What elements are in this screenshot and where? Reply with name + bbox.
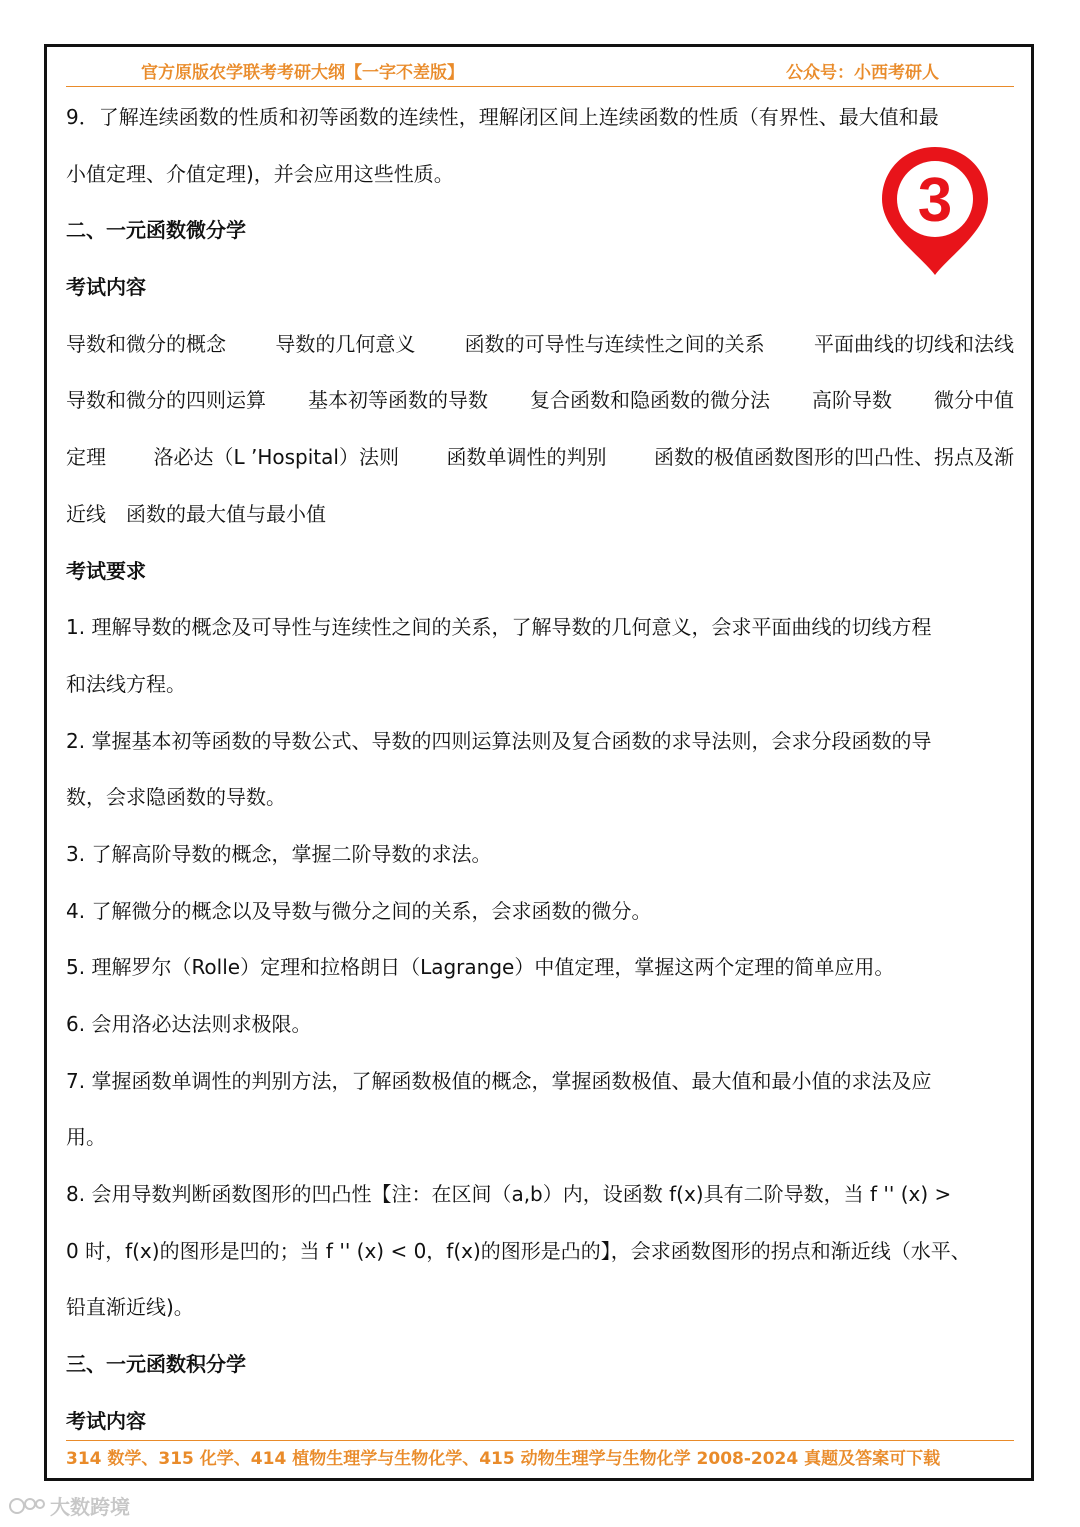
text-line [66, 939, 1014, 996]
document-body [66, 89, 1014, 1450]
text-line [66, 372, 1014, 429]
text-segment: 函数的可导性与连续性之间的关系 [464, 331, 765, 356]
text-segment: 洛必达（L ’Hospital）法则 [153, 445, 399, 470]
text-segment: 5. 理解罗尔（Rolle）定理和拉格朗日（Lagrange）中值定理，掌握这两个定理的简单应用。 [66, 955, 895, 980]
section-heading [66, 259, 1014, 316]
text-segment: 高阶导数 [812, 388, 892, 413]
text-segment: 函数单调性的判别 [446, 445, 607, 470]
text-segment: 数，会求隐函数的导数。 [66, 785, 286, 810]
text-line [66, 656, 1014, 713]
text-segment: 考试内容 [66, 1408, 146, 1433]
text-segment: 7. 掌握函数单调性的判别方法，了解函数极值的概念，掌握函数极值、最大值和最小值的求法及应 [66, 1068, 932, 1093]
text-segment: 二、一元函数微分学 [66, 218, 246, 243]
text-line [66, 769, 1014, 826]
text-segment: 8. 会用导数判断函数图形的凹凸性【注：在区间（a,b）内，设函数 f(x)具有二阶导数，当 f '' (x) > [66, 1182, 952, 1207]
section-heading [66, 1336, 1014, 1393]
text-line [66, 1109, 1014, 1166]
text-segment: 微分中值 [934, 388, 1014, 413]
badge-number: 3 [917, 166, 953, 235]
text-line [66, 1223, 1014, 1280]
text-line [66, 996, 1014, 1053]
text-line [66, 146, 1014, 203]
text-line [66, 316, 1014, 373]
text-segment: 近线 函数的最大值与最小值 [66, 501, 326, 526]
text-segment: 0 时，f(x)的图形是凹的；当 f '' (x) < 0，f(x)的图形是凸的】，会求函数图形的拐点和渐近线（水平、 [66, 1238, 971, 1263]
text-line [66, 429, 1014, 486]
section-heading [66, 543, 1014, 600]
text-segment: 函数的极值函数图形的凹凸性、拐点及渐 [653, 445, 1014, 470]
text-segment: 9．了解连续函数的性质和初等函数的连续性，理解闭区间上连续函数的性质（有界性、最大值和最 [66, 105, 939, 129]
watermark-text: 大数跨境 [50, 1495, 130, 1519]
text-segment: 三、一元函数积分学 [66, 1352, 246, 1377]
text-line [66, 1166, 1014, 1223]
text-segment: 定理 [66, 445, 106, 470]
text-segment: 考试内容 [66, 275, 146, 300]
text-line [66, 486, 1014, 543]
text-line [66, 599, 1014, 656]
text-segment: 和法线方程。 [66, 671, 186, 696]
page-header [66, 56, 1014, 87]
text-segment: 基本初等函数的导数 [308, 388, 488, 413]
text-line [66, 826, 1014, 883]
text-segment: 3. 了解高阶导数的概念，掌握二阶导数的求法。 [66, 841, 492, 866]
text-line [66, 883, 1014, 940]
text-segment: 导数和微分的四则运算 [66, 388, 266, 413]
text-segment: 导数的几何意义 [275, 331, 416, 356]
text-segment: 4. 了解微分的概念以及导数与微分之间的关系，会求函数的微分。 [66, 898, 652, 923]
page-footer: 314 数学、315 化学、414 植物生理学与生物化学、415 动物生理学与生物化学 2008-2024 真题及答案可下载 [66, 1440, 1014, 1477]
text-segment: 平面曲线的切线和法线 [813, 331, 1014, 356]
text-line [66, 1053, 1014, 1110]
text-line [66, 713, 1014, 770]
text-segment: 用。 [66, 1125, 106, 1150]
watermark-logo-icon [8, 1495, 46, 1517]
header-title: 官方原版农学联考考研大纲【一字不差版】 [141, 63, 464, 83]
text-segment: 复合函数和隐函数的微分法 [530, 388, 770, 413]
text-segment: 6. 会用洛必达法则求极限。 [66, 1012, 312, 1036]
text-segment: 1. 理解导数的概念及可导性与连续性之间的关系，了解导数的几何意义，会求平面曲线的切线方程 [66, 615, 932, 640]
section-heading [66, 202, 1014, 259]
watermark [8, 1491, 130, 1520]
text-segment: 导数和微分的概念 [66, 331, 226, 356]
text-segment: 考试要求 [66, 558, 146, 583]
header-wechat: 公众号：小西考研人 [786, 63, 939, 83]
text-segment: 铅直渐近线)。 [66, 1295, 194, 1320]
text-line [66, 89, 1014, 146]
text-line [66, 1279, 1014, 1336]
text-segment: 小值定理、介值定理)，并会应用这些性质。 [66, 161, 454, 186]
text-segment: 2. 掌握基本初等函数的导数公式、导数的四则运算法则及复合函数的求导法则，会求分段函数的导 [66, 728, 932, 753]
